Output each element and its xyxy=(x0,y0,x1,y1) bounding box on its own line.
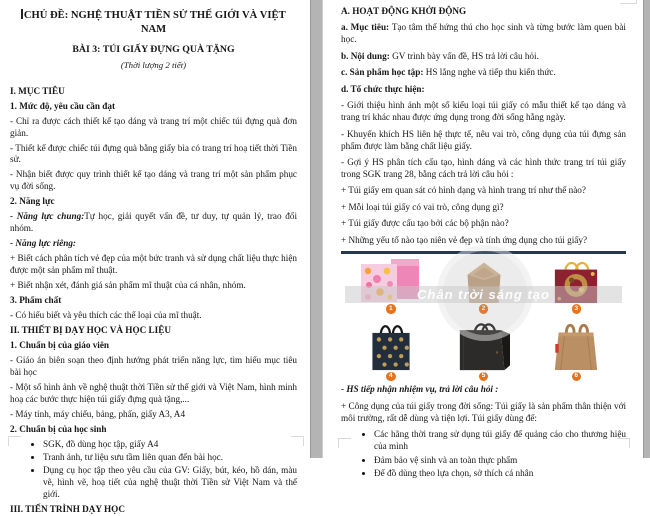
heading-to-chuc: d. Tổ chức thực hiện: xyxy=(341,83,425,94)
paragraph-noi-dung xyxy=(341,51,626,63)
usage-list xyxy=(361,429,626,480)
bag-item-4 xyxy=(348,319,434,382)
heading-tien-trinh: III. TIẾN TRÌNH DẠY HỌC xyxy=(10,504,125,515)
bag-number-badge: 4 xyxy=(386,372,396,382)
bag-number-badge: 6 xyxy=(572,372,582,382)
label: - Năng lực chung: xyxy=(10,211,85,222)
heading-khoi-dong: A. HOẠT ĐỘNG KHỞI ĐỘNG xyxy=(341,6,467,16)
heading-muc-do: 1. Mức độ, yêu cầu cần đạt xyxy=(10,100,116,111)
paragraph: - Có hiểu biết và yêu thích các thể loại của mĩ thuật. xyxy=(10,309,202,320)
bag-item-5 xyxy=(441,319,527,382)
paragraph: - Chỉ ra được cách thiết kế tạo dáng và trang trí một chiếc túi đựng quà đơn giản. xyxy=(10,115,297,138)
bag-item-2 xyxy=(441,259,527,314)
paragraph-nang-luc-rieng: - Năng lực riêng: xyxy=(10,238,76,249)
page-margin-mark xyxy=(291,436,304,446)
document-page-right[interactable] xyxy=(322,0,644,478)
bag-row-1 xyxy=(341,259,626,314)
paragraph: - Giới thiệu hình ảnh một số kiểu loại túi giấy có mẫu thiết kế tạo dáng và trang trí khác nhau được ứng dụng trong đời sống hằng ngày. xyxy=(341,100,626,123)
heading-nang-luc: 2. Năng lực xyxy=(10,196,55,207)
text: HS lắng nghe và tiếp thu kiến thức. xyxy=(425,67,556,78)
paragraph: + Biết nhận xét, đánh giá sản phẩm mĩ thuật của cá nhân, nhóm. xyxy=(10,280,246,291)
question: + Túi giấy em quan sát có hình dạng và hình trang trí như thế nào? xyxy=(341,185,586,196)
list-item: • Các hãng thời trang sử dụng túi giấy để quảng cáo cho thương hiệu của mình xyxy=(374,429,626,453)
text: Tự học, giải quyết vấn đề, tư duy, tự quản lý, trao đổi nhóm. xyxy=(10,211,298,234)
heading-pham-chat: 3. Phẩm chất xyxy=(10,294,62,305)
page-margin-mark xyxy=(617,438,630,448)
list-item: • Đảm bảo vệ sinh và an toàn thực phẩm xyxy=(374,455,626,467)
page-margin-mark xyxy=(8,436,21,446)
pink-floral-gift-bag-image xyxy=(359,259,423,303)
page-margin-mark xyxy=(620,0,637,4)
bag-item-3 xyxy=(533,259,619,314)
bag-number-badge: 1 xyxy=(386,304,396,314)
doc-title-text: CHỦ ĐỀ: NGHỆ THUẬT TIỀN SỬ THẾ GIỚI VÀ VIỆT NAM xyxy=(23,10,286,35)
list-item: • SGK, đồ dùng học tập, giấy A4 xyxy=(43,439,297,451)
page-margin-mark xyxy=(338,438,351,448)
maroon-gift-bag-image xyxy=(548,259,604,303)
list-item: • Dụng cụ học tập theo yêu cầu của GV: Giấy, bút, kéo, hồ dán, màu vẽ, hình vẽ, hoạ tiết của nghệ thuật thời Tiền sử Việt Nam và thế giới. xyxy=(43,465,297,501)
paragraph: - Nhận biết được quy trình thiết kế tạo dáng và trang trí một sản phẩm phục vụ đời sống. xyxy=(10,169,297,192)
paragraph: - Máy tính, máy chiếu, bảng, phấn, giấy A3, A4 xyxy=(10,408,186,419)
document-page-left[interactable] xyxy=(0,0,311,515)
bag-row-2 xyxy=(341,319,626,382)
bag-number-badge: 2 xyxy=(479,304,489,314)
bag-item-1 xyxy=(348,259,434,314)
doc-title xyxy=(10,9,297,37)
label: c. Sản phẩm học tập: xyxy=(341,67,426,78)
navy-polka-dot-bag-image xyxy=(368,319,414,371)
paragraph: + Biết cách phân tích vẻ đẹp của một bức tranh và sử dụng chất liệu thực hiện được một sản phẩm mĩ thuật. xyxy=(10,253,297,276)
paragraph-san-pham xyxy=(341,67,626,79)
paragraph-muc-tieu xyxy=(341,22,626,46)
heading-hoc-sinh: 2. Chuẩn bị của học sinh xyxy=(10,423,107,434)
paper-bags-figure xyxy=(341,259,626,381)
watermark-text: Chân trời sáng tạo xyxy=(417,287,550,303)
kraft-lunch-bag-image xyxy=(458,259,510,303)
paragraph-hs-note: - HS tiếp nhận nhiệm vụ, trả lời câu hỏi : xyxy=(341,384,499,395)
heading-thiet-bi: II. THIẾT BỊ DẠY HỌC VÀ HỌC LIỆU xyxy=(10,324,171,335)
label: a. Mục tiêu: xyxy=(341,22,392,33)
label: b. Nội dung: xyxy=(341,50,393,61)
bag-item-6 xyxy=(533,319,619,382)
paragraph: - Một số hình ảnh về nghệ thuật thời Tiền sử thế giới và Việt Nam, hình minh hoạ các bước thực hiện túi giấy đựng quà tặng,... xyxy=(10,381,297,404)
doc-duration: (Thời lượng 2 tiết) xyxy=(120,60,187,71)
paragraph: - Giáo án biên soạn theo định hướng phát triển năng lực, tìm hiểu mục tiêu bài học xyxy=(10,354,297,377)
paragraph: - Gợi ý HS phân tích cấu tạo, hình dáng và các hình thức trang trí túi giấy trong SGK trang 28, bằng cách trả lời câu hỏi : xyxy=(341,157,626,179)
paragraph-nang-luc-chung xyxy=(10,211,297,235)
list-item: • Tranh ảnh, tư liệu sưu tầm liên quan đến bài học. xyxy=(43,452,297,464)
paragraph: - Thiết kế được chiếc túi đựng quà bằng giấy bìa có trang trí hoạ tiết thời Tiền sử. xyxy=(10,142,297,165)
paragraph: + Công dụng của túi giấy trong đời sống: Túi giấy là sản phẩm thân thiện với môi trường, rất dễ dùng và tiện lợi. Túi giấy dùng để: xyxy=(341,400,626,423)
question: + Mỗi loại túi giấy có vai trò, công dụng gì? xyxy=(341,201,504,212)
list-item: • Để đồ dùng theo lựa chọn, sở thích cá nhân xyxy=(374,468,626,480)
question: + Những yếu tố nào tạo niên vẻ đẹp và tính ứng dụng cho túi giấy? xyxy=(341,234,588,245)
brown-kraft-bag-image xyxy=(548,319,604,371)
doc-subtitle: BÀI 3: TÚI GIẤY ĐỰNG QUÀ TẶNG xyxy=(72,43,235,55)
text: Tạo tâm thế hứng thú cho học sinh và từng bước làm quen bài học. xyxy=(341,22,626,45)
black-paper-bag-image xyxy=(452,319,516,371)
text-cursor xyxy=(21,9,23,19)
heading-giao-vien: 1. Chuẩn bị của giáo viên xyxy=(10,339,110,350)
student-prep-list xyxy=(30,439,297,502)
section-divider xyxy=(341,251,626,254)
heading-muc-tieu: I. MỤC TIÊU xyxy=(10,85,65,96)
text: GV trình bày vấn đề, HS trả lời câu hỏi. xyxy=(392,50,539,61)
paragraph: - Khuyến khích HS liên hệ thực tế, nêu vai trò, công dụng của túi đựng sản phẩm được làm bằng chất liệu giấy. xyxy=(341,128,626,151)
bag-number-badge: 5 xyxy=(479,372,489,382)
question: + Túi giấy được cấu tạo bởi các bộ phận nào? xyxy=(341,218,509,229)
bag-number-badge: 3 xyxy=(572,304,582,314)
